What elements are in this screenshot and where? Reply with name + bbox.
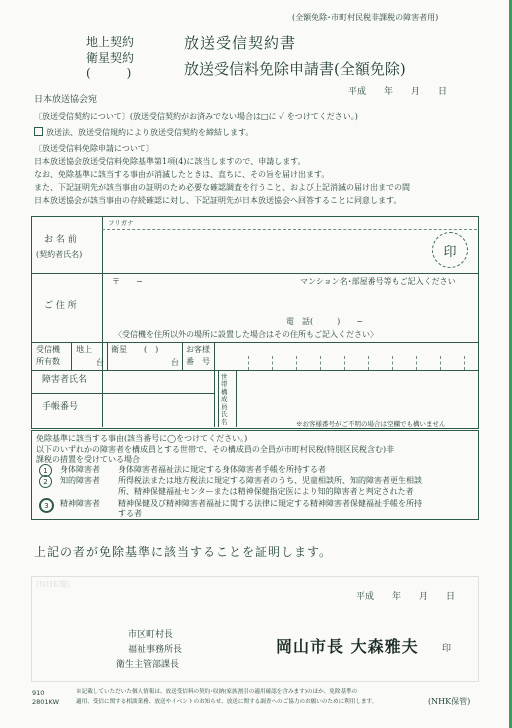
notebook-no-label: 手帳番号 — [42, 402, 79, 412]
reason-1-type: 身体障害者 — [60, 465, 100, 474]
name-row-divider — [31, 273, 478, 274]
receiver-location-note: 〈受信機を住所以外の場所に設置した場合はその住所もご記入ください〉 — [114, 330, 378, 339]
reason-3-desc: 精神保健及び精神障害者福祉に関する法律に規定する精神障害者保健福祉手帳を所持 — [118, 499, 422, 508]
contract-checkbox-row[interactable] — [34, 127, 253, 137]
address-field[interactable] — [110, 288, 470, 316]
receiver-count-label-2: 所有数 — [36, 357, 60, 366]
satellite-unit: 台 — [171, 358, 179, 367]
privacy-note-2: 適用、受信に関する相談業務、放送やイベントのお知らせ、放送に関する調査へのご協力のお願いのために利用します。 — [76, 699, 378, 705]
household-member-label: 世帯構成員氏名 — [221, 373, 228, 426]
terrestrial-label: 地上 — [76, 345, 92, 354]
exemption-line-2: なお、免除基準に該当する事由が消滅したときは、直ちに、その旨を届け出ます。 — [34, 170, 330, 179]
furigana-label: フリガナ — [108, 219, 134, 227]
form-code-1: 910 — [32, 689, 45, 697]
terrestrial-divider — [107, 342, 108, 370]
reason-2-desc-cont: 所、精神保健福祉センターまたは精神保健指定医により知的障害者と判定された者 — [118, 487, 414, 496]
postal-code-field[interactable]: 〒 − — [112, 277, 143, 286]
office-welfare: 福祉事務所長 — [128, 645, 183, 655]
disabled-name-field[interactable] — [103, 371, 213, 393]
disabled-name-label: 障害者氏名 — [42, 375, 88, 385]
receiver-count-divider — [71, 342, 72, 370]
reason-3-type: 精神障害者 — [60, 499, 100, 508]
exemption-heading: 〔放送受信料免除申請について〕 — [34, 144, 154, 153]
satellite-divider — [182, 342, 183, 370]
applicant-seal[interactable]: 印 — [432, 232, 468, 268]
reasons-heading: 免除基準に該当する事由(該当番号に◯をつけてください。) — [36, 434, 248, 443]
contract-checkbox-label: 放送法、放送受信規約により放送受信契約を締結します。 — [46, 128, 254, 137]
reason-1-number[interactable]: 1 — [39, 464, 52, 477]
contract-type-terrestrial: 地上契約 — [86, 35, 135, 49]
household-member-field[interactable] — [237, 371, 477, 426]
contract-type-satellite: 衛星契約 — [86, 51, 135, 65]
exemption-line-3: また、下記証明先が該当事由の証明のため必要な確認調査を行うこと、および上記消滅の届け出までの間 — [34, 183, 410, 192]
reason-3-desc-cont: する者 — [118, 509, 142, 518]
top-note: (全額免除･市町村民税非課税の障害者用) — [292, 13, 439, 22]
application-date: 平成 年 月 日 — [348, 87, 448, 97]
title-exemption: 放送受信料免除申請書(全額免除) — [184, 60, 406, 78]
notebook-no-field[interactable] — [103, 394, 213, 426]
reasons-intro-2: 課税の措置を受けている場合 — [36, 455, 140, 464]
office-health: 衛生主管部課長 — [116, 660, 180, 670]
office-mayor: 市区町村長 — [128, 630, 174, 640]
contract-checkbox[interactable] — [34, 127, 43, 136]
satellite-label: 衛星 — [111, 345, 127, 354]
certification-statement: 上記の者が免除基準に該当することを証明します。 — [34, 545, 333, 559]
receiver-count-label-1: 受信機 — [36, 345, 60, 354]
reason-2-desc: 所得税法または地方税法に規定する障害者のうち、児童相談所、知的障害者更生相談 — [118, 476, 422, 485]
mansion-note: マンション名･部屋番号等もご記入ください — [300, 277, 456, 286]
exemption-line-4: 日本放送協会が該当事由の存続確認に対し、下記証明先が日本放送協会へ回答することに同意します。 — [34, 196, 402, 205]
certification-date: 平成 年 月 日 — [356, 592, 456, 602]
reason-3-number[interactable]: 3 — [39, 498, 54, 513]
official-name-stamp: 岡山市長 大森雅夫 — [276, 637, 419, 656]
name-label: お 名 前 — [44, 235, 77, 245]
reasons-intro-1: 以下のいずれかの障害者を構成員とする世帯で、その構成員の全員が市町村民税(特別区民税含む)非 — [36, 445, 395, 454]
address-label: ご 住 所 — [44, 301, 77, 311]
phone-field[interactable]: 電 話( ) − — [286, 317, 363, 326]
furigana-divider — [102, 229, 477, 230]
nhk-watermark: (NHK欄) — [36, 580, 71, 589]
contract-heading: 〔放送受信契約について〕(放送受信契約がお済みでない場合は□に ✓ をつけてください。) — [34, 112, 358, 121]
terrestrial-unit: 台 — [96, 358, 104, 367]
name-field[interactable] — [110, 231, 410, 269]
reason-2-type: 知的障害者 — [60, 476, 100, 485]
contract-type-other: ( ) — [86, 66, 132, 80]
satellite-paren: ( ) — [144, 345, 159, 354]
reason-1-desc: 身体障害者福祉法に規定する身体障害者手帳を所持する者 — [118, 465, 326, 474]
addressee: 日本放送協会宛 — [34, 95, 98, 105]
form-code-2: 2801KW — [32, 698, 59, 706]
name-sub-label: (契約者氏名) — [36, 250, 83, 259]
customer-no-field[interactable] — [215, 343, 477, 370]
privacy-note-1: ※記載していただいた個人情報は、放送受信料の契約･収納(家族割引の適用確認を含みます)のほか、免除基準の — [76, 689, 358, 695]
reason-2-number[interactable]: 2 — [39, 475, 52, 488]
title-contract: 放送受信契約書 — [184, 34, 297, 52]
customer-no-label-1: お客様 — [186, 345, 210, 354]
customer-no-note: ※お客様番号がご不明の場合は空欄でも構いません — [296, 420, 446, 428]
official-seal-mark: 印 — [442, 644, 452, 654]
nhk-keep-label: (NHK保管) — [428, 697, 471, 706]
customer-no-label-2: 番 号 — [186, 357, 210, 366]
household-divider — [218, 370, 219, 427]
exemption-line-1: 日本放送協会放送受信料免除基準第1項(4)に該当しますので、申請します。 — [34, 157, 306, 166]
